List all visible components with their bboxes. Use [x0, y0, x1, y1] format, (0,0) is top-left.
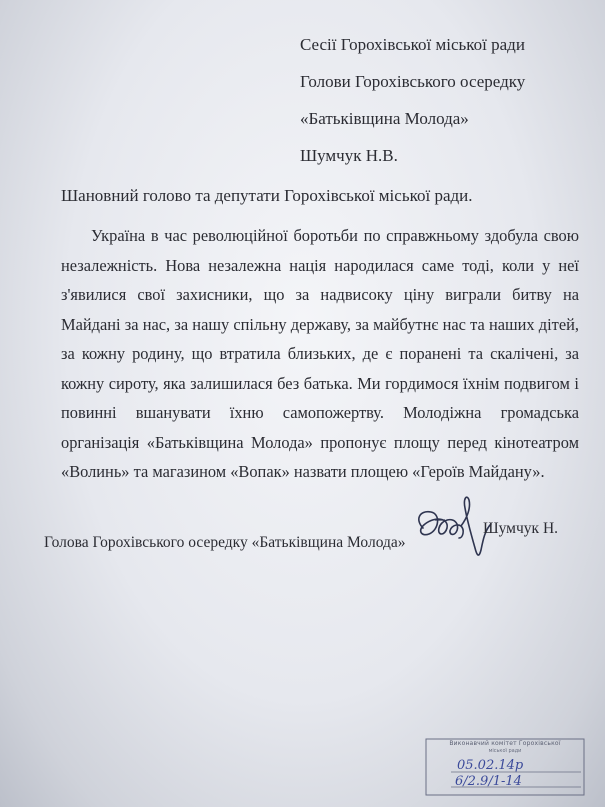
- stamp-date: 05.02.14р: [457, 758, 524, 773]
- body-paragraph: Україна в час революційної боротьби по справжньому здобула свою незалежність. Нова незалежна нація народилася саме тоді, коли у неї з'явилися свої захисники, що за надвисоку ціну виграли битву на Майдані за нас, за нашу спільну державу, за майбутнє нас та наших дітей, за кожну родину, що втратила близьких, де є поранені та скалічені, за кожну сироту, яка залишилася без батька. Ми гордимося їхнім подвигом і повинні вшанувати їхню самопожертву. Молодіжна громадська організація «Батьківщина Молода» пропонує площу перед кінотеатром «Волинь» та магазином «Вопак» назвати площею «Героїв Майдану».: [61, 226, 579, 481]
- registration-stamp: [425, 738, 585, 796]
- salutation: Шановний голово та депутати Горохівської міської ради.: [61, 186, 473, 205]
- stamp-subtitle: міської ради: [488, 748, 522, 754]
- addressee-line-2: Голови Горохівського осередку: [300, 72, 526, 91]
- stamp-title: Виконавчий комітет Горохівської: [449, 740, 561, 747]
- signature-position: Голова Горохівського осередку «Батьківщина Молода»: [44, 534, 406, 551]
- addressee-line-1: Сесії Горохівської міської ради: [300, 35, 525, 54]
- addressee-line-3: «Батьківщина Молода»: [300, 109, 469, 128]
- addressee-block: [300, 26, 590, 174]
- signer-name: Шумчук Н.: [483, 520, 559, 537]
- addressee-line-4: Шумчук Н.В.: [300, 146, 398, 165]
- letter-body: [61, 221, 579, 487]
- stamp-number: 6/2.9/1-14: [455, 774, 522, 789]
